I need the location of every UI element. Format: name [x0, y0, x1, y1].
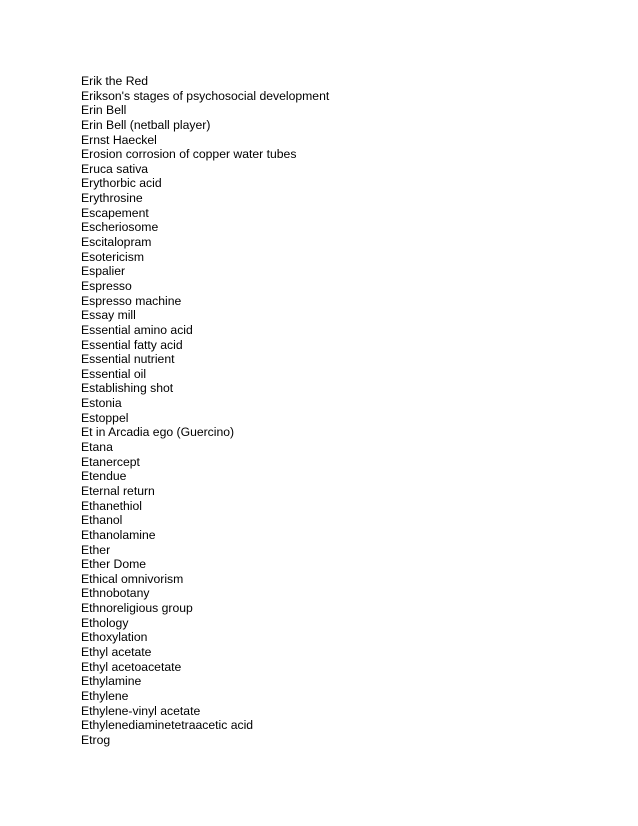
list-item: Erikson's stages of psychosocial development — [81, 88, 330, 103]
list-item: Ethnoreligious group — [81, 601, 193, 616]
list-item: Ethylamine — [81, 674, 142, 689]
list-item: Ethnobotany — [81, 586, 150, 601]
list-item: Escheriosome — [81, 220, 159, 235]
list-item: Estoppel — [81, 410, 129, 425]
list-item: Ethylene — [81, 688, 129, 703]
list-item: Ethanolamine — [81, 527, 156, 542]
list-item: Eruca sativa — [81, 161, 149, 176]
list-item: Ether Dome — [81, 557, 147, 572]
list-item: Ether — [81, 542, 111, 557]
list-item: Escitalopram — [81, 235, 152, 250]
list-item: Ethanol — [81, 513, 123, 528]
list-item: Ethology — [81, 615, 129, 630]
list-item: Ernst Haeckel — [81, 132, 157, 147]
list-item: Ethanethiol — [81, 498, 142, 513]
list-item: Esotericism — [81, 249, 144, 264]
list-item: Erin Bell — [81, 103, 127, 118]
list-item: Erythorbic acid — [81, 176, 162, 191]
list-item: Ethoxylation — [81, 630, 148, 645]
list-item: Espresso machine — [81, 293, 182, 308]
list-item: Ethylene-vinyl acetate — [81, 703, 201, 718]
list-item: Establishing shot — [81, 381, 174, 396]
list-item: Et in Arcadia ego (Guercino) — [81, 425, 235, 440]
entry-list — [81, 74, 329, 747]
list-item: Ethyl acetoacetate — [81, 659, 182, 674]
list-item: Essential fatty acid — [81, 337, 183, 352]
list-item: Essential oil — [81, 366, 147, 381]
list-item: Erin Bell (netball player) — [81, 117, 211, 132]
list-item: Etana — [81, 440, 113, 455]
list-item: Ethylenediaminetetraacetic acid — [81, 718, 254, 733]
list-item: Erythrosine — [81, 191, 143, 206]
list-item: Espresso — [81, 278, 132, 293]
list-item: Essay mill — [81, 308, 136, 323]
list-item: Escapement — [81, 205, 149, 220]
list-item: Essential amino acid — [81, 322, 193, 337]
list-item: Etanercept — [81, 454, 140, 469]
list-item: Essential nutrient — [81, 352, 175, 367]
list-item: Erosion corrosion of copper water tubes — [81, 147, 297, 162]
list-item: Etrog — [81, 732, 111, 747]
list-item: Ethical omnivorism — [81, 571, 184, 586]
list-item: Eternal return — [81, 483, 155, 498]
list-item: Ethyl acetate — [81, 644, 152, 659]
list-item: Etendue — [81, 469, 127, 484]
list-item: Erik the Red — [81, 74, 149, 88]
list-item: Estonia — [81, 396, 122, 411]
list-item: Espalier — [81, 264, 126, 279]
